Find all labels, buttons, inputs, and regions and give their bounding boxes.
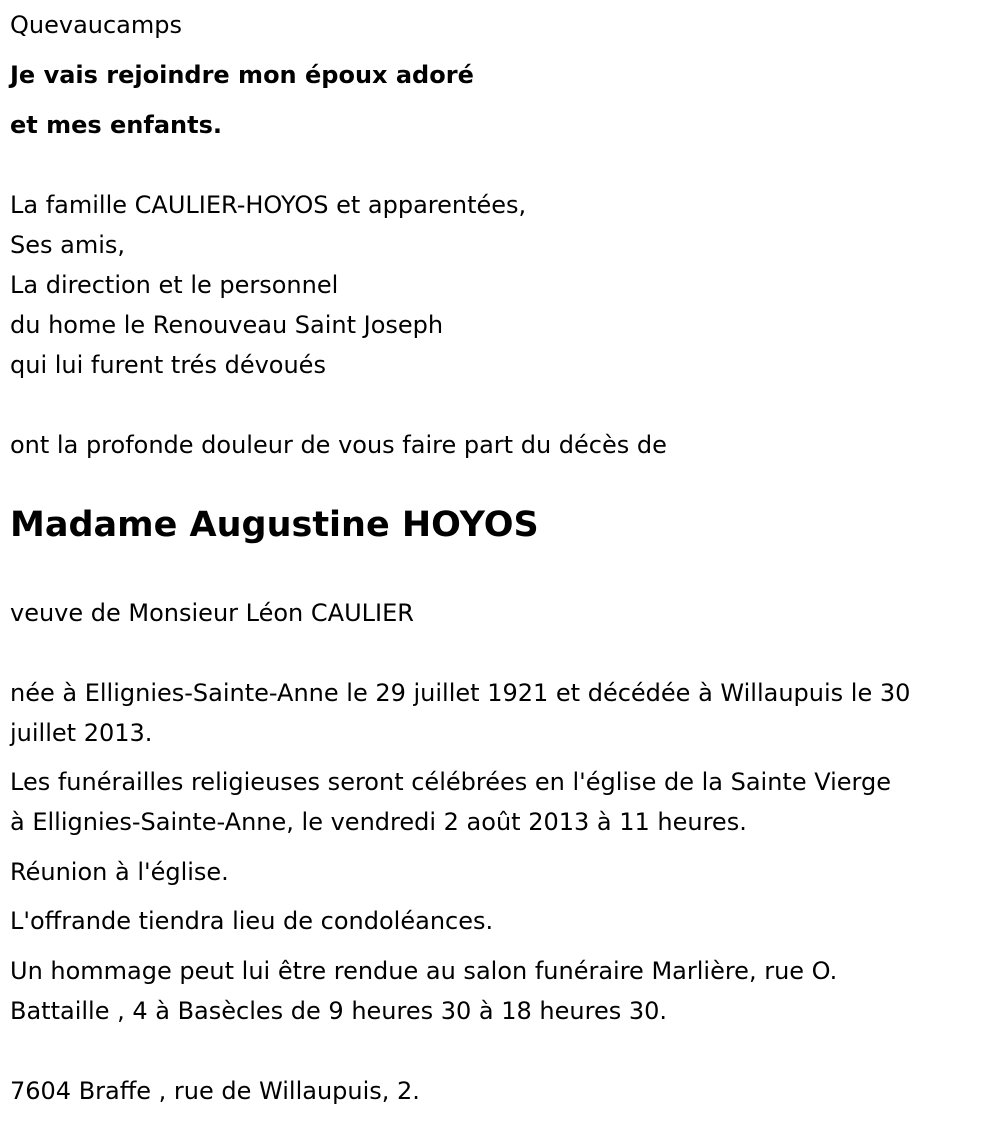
birth-death-line-1: née à Ellignies-Sainte-Anne le 29 juillet 1921 et décédée à Willaupuis le 30 xyxy=(10,679,911,707)
funeral-line-2: à Ellignies-Sainte-Anne, le vendredi 2 août 2013 à 11 heures. xyxy=(10,808,747,836)
family-line-3: La direction et le personnel xyxy=(10,271,339,299)
town-label: Quevaucamps xyxy=(10,11,183,39)
deceased-name: Madame Augustine HOYOS xyxy=(10,505,539,545)
funeral-line-1: Les funérailles religieuses seront célébrées en l'église de la Sainte Vierge xyxy=(10,768,891,796)
address-text: 7604 Braffe , rue de Willaupuis, 2. xyxy=(10,1077,420,1105)
birth-death-line-2: juillet 2013. xyxy=(10,719,153,747)
family-line-2: Ses amis, xyxy=(10,231,126,259)
quote-line-2: et mes enfants. xyxy=(10,111,222,139)
offering-text: L'offrande tiendra lieu de condoléances. xyxy=(10,907,494,935)
meeting-text: Réunion à l'église. xyxy=(10,858,229,886)
announcement-text: ont la profonde douleur de vous faire part du décès de xyxy=(10,431,667,459)
quote-line-1: Je vais rejoindre mon époux adoré xyxy=(10,61,474,89)
widow-of-text: veuve de Monsieur Léon CAULIER xyxy=(10,599,414,627)
family-line-4: du home le Renouveau Saint Joseph xyxy=(10,311,444,339)
family-line-1: La famille CAULIER-HOYOS et apparentées, xyxy=(10,191,527,219)
tribute-line-2: Battaille , 4 à Basècles de 9 heures 30 à 18 heures 30. xyxy=(10,997,668,1025)
family-line-5: qui lui furent trés dévoués xyxy=(10,351,326,379)
tribute-line-1: Un hommage peut lui être rendue au salon funéraire Marlière, rue O. xyxy=(10,957,838,985)
